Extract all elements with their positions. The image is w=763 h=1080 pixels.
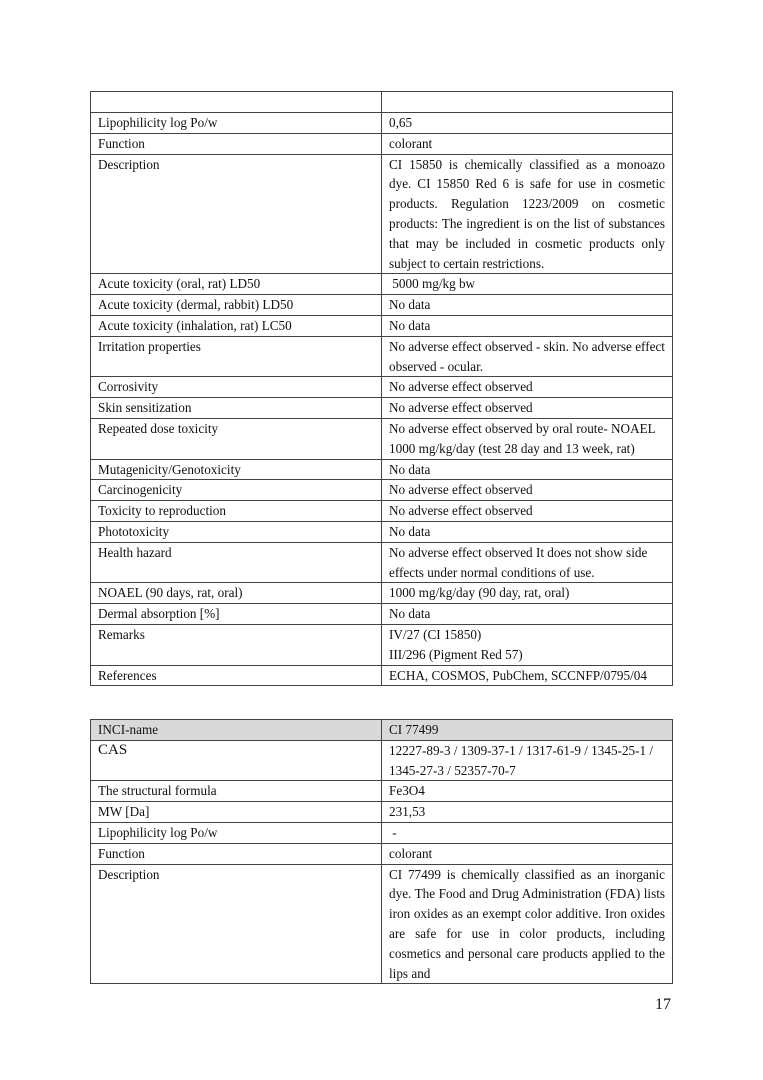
property-cell: Function — [91, 843, 382, 864]
value-cell: CI 77499 is chemically classified as an inorganic dye. The Food and Drug Administration (FDA) lists iron oxides as an exempt color additive. Iron oxides are safe for use in color products, including cosmetics and personal care products applied to the lips and — [382, 864, 673, 984]
table-row — [91, 480, 673, 501]
table-row — [91, 822, 673, 843]
value-cell: 5000 mg/kg bw — [382, 274, 673, 295]
property-cell: Dermal absorption [%] — [91, 604, 382, 625]
property-cell: Irritation properties — [91, 336, 382, 377]
value-cell: 0,65 — [382, 113, 673, 134]
value-cell: 231,53 — [382, 802, 673, 823]
remark-line: III/296 (Pigment Red 57) — [389, 646, 523, 662]
table-row — [91, 521, 673, 542]
value-cell: No adverse effect observed — [382, 480, 673, 501]
value-cell: colorant — [382, 133, 673, 154]
table-row — [91, 665, 673, 686]
value-cell: CI 15850 is chemically classified as a monoazo dye. CI 15850 Red 6 is safe for use in cosmetic products. Regulation 1223/2009 on cosmetic products: The ingredient is on the list of substances that may be included in cosmetic products only subject to certain restrictions. — [382, 154, 673, 274]
table-row — [91, 583, 673, 604]
property-cell: Lipophilicity log Po/w — [91, 822, 382, 843]
property-cell: Remarks — [91, 624, 382, 665]
table-row — [91, 418, 673, 459]
value-cell: No data — [382, 459, 673, 480]
table-row — [91, 92, 673, 113]
value-cell — [382, 624, 673, 665]
property-cell: Toxicity to reproduction — [91, 501, 382, 522]
property-cell: Lipophilicity log Po/w — [91, 113, 382, 134]
property-cell: CAS — [91, 740, 382, 781]
property-cell: Repeated dose toxicity — [91, 418, 382, 459]
table-header-row — [91, 720, 673, 741]
property-cell: References — [91, 665, 382, 686]
value-cell: No adverse effect observed — [382, 501, 673, 522]
table-row — [91, 133, 673, 154]
value-cell: No data — [382, 604, 673, 625]
ingredient-table-ci77499 — [90, 719, 673, 984]
property-cell: Mutagenicity/Genotoxicity — [91, 459, 382, 480]
table-row — [91, 336, 673, 377]
value-cell: colorant — [382, 843, 673, 864]
remark-line: IV/27 (CI 15850) — [389, 626, 482, 642]
value-cell: 12227-89-3 / 1309-37-1 / 1317-61-9 / 1345-25-1 / 1345-27-3 / 52357-70-7 — [382, 740, 673, 781]
value-cell: No adverse effect observed by oral route- NOAEL 1000 mg/kg/day (test 28 day and 13 week, rat) — [382, 418, 673, 459]
property-cell: Skin sensitization — [91, 398, 382, 419]
table-row — [91, 604, 673, 625]
property-cell: Acute toxicity (dermal, rabbit) LD50 — [91, 295, 382, 316]
value-cell: - — [382, 822, 673, 843]
table-row — [91, 459, 673, 480]
property-cell — [91, 92, 382, 113]
table-row — [91, 781, 673, 802]
value-cell: No data — [382, 315, 673, 336]
table-row — [91, 274, 673, 295]
page-number: 17 — [655, 996, 671, 1013]
table-row — [91, 501, 673, 522]
property-cell: Health hazard — [91, 542, 382, 583]
toxicology-table-ci15850 — [90, 91, 673, 686]
table-row — [91, 377, 673, 398]
value-cell: No data — [382, 521, 673, 542]
table-row — [91, 154, 673, 274]
property-cell: NOAEL (90 days, rat, oral) — [91, 583, 382, 604]
value-cell — [382, 92, 673, 113]
value-cell: ECHA, COSMOS, PubChem, SCCNFP/0795/04 — [382, 665, 673, 686]
property-cell: Acute toxicity (oral, rat) LD50 — [91, 274, 382, 295]
property-cell: Acute toxicity (inhalation, rat) LC50 — [91, 315, 382, 336]
property-cell: Description — [91, 864, 382, 984]
table-row — [91, 624, 673, 665]
value-cell: No adverse effect observed — [382, 398, 673, 419]
table-row — [91, 843, 673, 864]
property-cell: INCI-name — [91, 720, 382, 741]
property-cell: Function — [91, 133, 382, 154]
table-row — [91, 295, 673, 316]
value-cell: Fe3O4 — [382, 781, 673, 802]
table-row — [91, 864, 673, 984]
value-cell: CI 77499 — [382, 720, 673, 741]
property-cell: Description — [91, 154, 382, 274]
value-cell: No adverse effect observed - skin. No adverse effect observed - ocular. — [382, 336, 673, 377]
table-row — [91, 802, 673, 823]
property-cell: The structural formula — [91, 781, 382, 802]
property-cell: Carcinogenicity — [91, 480, 382, 501]
property-cell: Corrosivity — [91, 377, 382, 398]
value-cell: No data — [382, 295, 673, 316]
property-cell: Phototoxicity — [91, 521, 382, 542]
value-cell: 1000 mg/kg/day (90 day, rat, oral) — [382, 583, 673, 604]
table-row — [91, 315, 673, 336]
value-cell: No adverse effect observed — [382, 377, 673, 398]
table-row — [91, 740, 673, 781]
value-cell: No adverse effect observed It does not show side effects under normal conditions of use. — [382, 542, 673, 583]
table-row — [91, 113, 673, 134]
property-cell: MW [Da] — [91, 802, 382, 823]
table-row — [91, 542, 673, 583]
table-row — [91, 398, 673, 419]
